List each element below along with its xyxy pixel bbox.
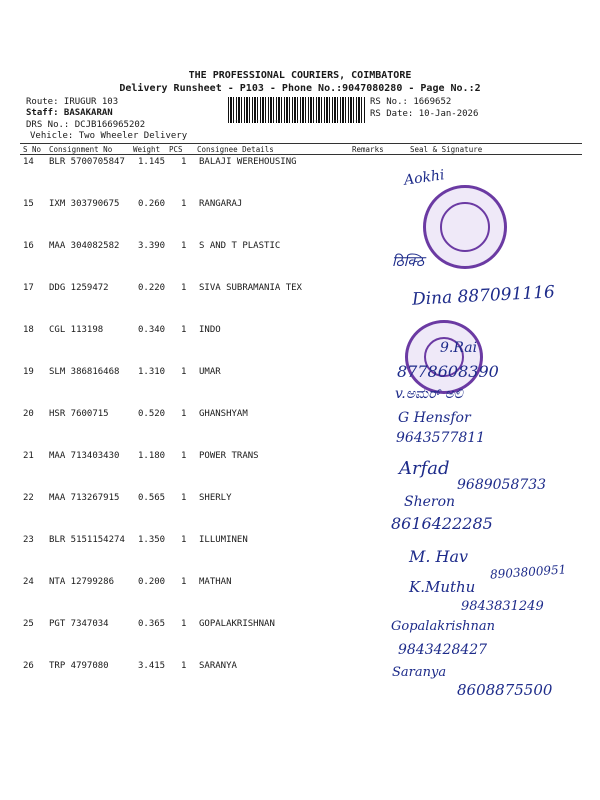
- route-label: Route: IRUGUR 103: [26, 97, 119, 107]
- sno-cell: 21: [23, 451, 34, 461]
- pcs-cell: 1: [181, 157, 187, 167]
- weight-cell: 0.365: [138, 619, 166, 629]
- runsheet-title: Delivery Runsheet - P103 - Phone No.:9047080280 - Page No.:2: [119, 83, 481, 94]
- pcs-cell: 1: [181, 493, 187, 503]
- phone-row-25: 9843428427: [398, 642, 488, 658]
- weight-cell: 0.340: [138, 325, 166, 335]
- consignment-cell: PGT 7347034: [49, 619, 109, 629]
- consignee-cell: S AND T PLASTIC: [199, 241, 281, 251]
- sno-cell: 18: [23, 325, 34, 335]
- signature-row-17: Dina 887091116: [411, 282, 556, 310]
- col-weight: Weight: [133, 145, 161, 154]
- consignment-cell: NTA 12799286: [49, 577, 115, 587]
- weight-cell: 0.565: [138, 493, 166, 503]
- header-rule-top: [20, 143, 582, 144]
- table-row: [0, 619, 600, 661]
- company-seal-stamp-2: [405, 320, 483, 394]
- col-pcs: PCS: [169, 145, 183, 154]
- vehicle-label: Vehicle: Two Wheeler Delivery: [30, 131, 188, 141]
- consignee-cell: GHANSHYAM: [199, 409, 248, 419]
- sno-cell: 14: [23, 157, 34, 167]
- consignment-cell: IXM 303790675: [49, 199, 120, 209]
- signature-row-20: G Hensfor: [398, 410, 471, 426]
- barcode: [228, 97, 366, 123]
- consignment-cell: MAA 713403430: [49, 451, 120, 461]
- weight-cell: 3.415: [138, 661, 166, 671]
- weight-cell: 1.350: [138, 535, 166, 545]
- table-row: [0, 241, 600, 283]
- pcs-cell: 1: [181, 661, 187, 671]
- company-title: THE PROFESSIONAL COURIERS, COIMBATORE: [188, 70, 412, 81]
- phone-row-24b: 9843831249: [461, 599, 544, 614]
- company-seal-stamp: [423, 185, 507, 269]
- sno-cell: 20: [23, 409, 34, 419]
- staff-label: Staff: BASAKARAN: [26, 108, 113, 118]
- weight-cell: 1.310: [138, 367, 166, 377]
- table-row: [0, 157, 600, 199]
- weight-cell: 1.180: [138, 451, 166, 461]
- sno-cell: 19: [23, 367, 34, 377]
- sno-cell: 26: [23, 661, 34, 671]
- consignee-cell: INDO: [199, 325, 221, 335]
- phone-row-20: 9643577811: [396, 430, 486, 446]
- weight-cell: 0.220: [138, 283, 166, 293]
- pcs-cell: 1: [181, 325, 187, 335]
- sno-cell: 16: [23, 241, 34, 251]
- phone-row-21: 9689058733: [457, 477, 547, 493]
- weight-cell: 0.200: [138, 577, 166, 587]
- consignee-cell: UMAR: [199, 367, 221, 377]
- consignee-cell: GOPALAKRISHNAN: [199, 619, 275, 629]
- sno-cell: 15: [23, 199, 34, 209]
- table-row: [0, 493, 600, 535]
- col-remarks: Remarks: [352, 145, 384, 154]
- drs-number: DRS No.: DCJB166965202: [26, 120, 146, 130]
- consignment-cell: DDG 1259472: [49, 283, 109, 293]
- signature-row-24a: M. Hav: [409, 547, 469, 566]
- signature-row-18: 9.Rai: [440, 340, 478, 356]
- pcs-cell: 1: [181, 367, 187, 377]
- pcs-cell: 1: [181, 241, 187, 251]
- consignee-cell: BALAJI WEREHOUSING: [199, 157, 297, 167]
- consignee-cell: ILLUMINEN: [199, 535, 248, 545]
- consignment-cell: TRP 4797080: [49, 661, 109, 671]
- header-rule-bottom: [20, 154, 582, 155]
- consignment-cell: BLR 5700705847: [49, 157, 125, 167]
- sno-cell: 25: [23, 619, 34, 629]
- table-row: [0, 367, 600, 409]
- col-consignment: Consignment No: [49, 145, 113, 154]
- rs-number: RS No.: 1669652: [370, 97, 452, 107]
- consignee-cell: SHERLY: [199, 493, 232, 503]
- signature-row-22: Sheron: [404, 494, 456, 510]
- signature-row-26: Saranya: [392, 665, 447, 680]
- rs-date: RS Date: 10-Jan-2026: [370, 109, 479, 119]
- weight-cell: 0.260: [138, 199, 166, 209]
- weight-cell: 1.145: [138, 157, 166, 167]
- signature-row-14: Aokhi: [403, 167, 446, 189]
- signature-row-21: Arfad: [399, 458, 450, 479]
- consignment-cell: HSR 7600715: [49, 409, 109, 419]
- consignment-cell: CGL 113198: [49, 325, 104, 335]
- consignment-cell: MAA 304082582: [49, 241, 120, 251]
- consignee-cell: RANGARAJ: [199, 199, 243, 209]
- table-row: [0, 409, 600, 451]
- pcs-cell: 1: [181, 283, 187, 293]
- pcs-cell: 1: [181, 451, 187, 461]
- signature-row-16: ठिक्ठि: [392, 254, 425, 270]
- pcs-cell: 1: [181, 577, 187, 587]
- col-sno: S No: [23, 145, 42, 154]
- consignment-cell: BLR 5151154274: [49, 535, 125, 545]
- consignment-cell: MAA 713267915: [49, 493, 120, 503]
- sno-cell: 22: [23, 493, 34, 503]
- consignment-cell: SLM 386816468: [49, 367, 120, 377]
- sno-cell: 23: [23, 535, 34, 545]
- phone-row-19: 8778608390: [397, 362, 499, 381]
- pcs-cell: 1: [181, 199, 187, 209]
- col-consignee: Consignee Details: [197, 145, 274, 154]
- signature-row-19: v.ಅಮರ್ ಅಲಿ: [395, 386, 463, 402]
- consignee-cell: SIVA SUBRAMANIA TEX: [199, 283, 302, 293]
- pcs-cell: 1: [181, 409, 187, 419]
- phone-row-23: 8616422285: [391, 514, 493, 533]
- table-row: [0, 325, 600, 367]
- signature-row-24b: K.Muthu: [409, 578, 476, 596]
- signature-row-25: Gopalakrishnan: [391, 619, 495, 634]
- table-row: [0, 199, 600, 241]
- weight-cell: 0.520: [138, 409, 166, 419]
- sno-cell: 24: [23, 577, 34, 587]
- pcs-cell: 1: [181, 535, 187, 545]
- phone-row-24a: 8903800951: [489, 562, 567, 582]
- weight-cell: 3.390: [138, 241, 166, 251]
- consignee-cell: POWER TRANS: [199, 451, 259, 461]
- pcs-cell: 1: [181, 619, 187, 629]
- consignee-cell: MATHAN: [199, 577, 232, 587]
- phone-row-26: 8608875500: [457, 681, 553, 699]
- consignee-cell: SARANYA: [199, 661, 237, 671]
- sno-cell: 17: [23, 283, 34, 293]
- col-seal-signature: Seal & Signature: [410, 145, 483, 154]
